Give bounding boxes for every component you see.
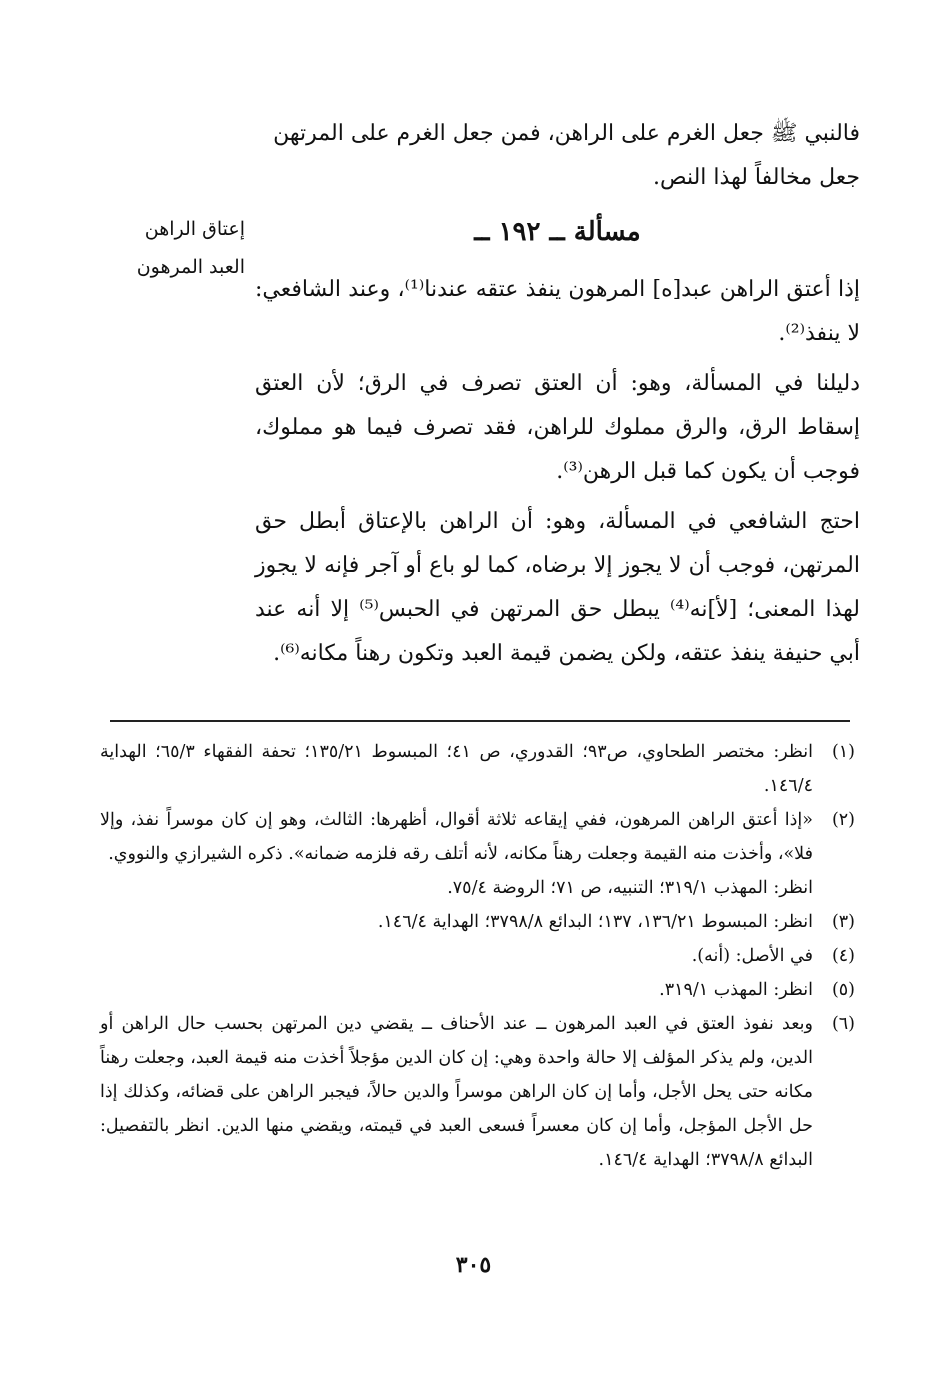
footnote [100, 803, 855, 905]
paragraph: احتج الشافعي في المسألة، وهو: أن الراهن بالإعتاق أبطل حق المرتهن، فوجب أن لا يجوز إلا برضاه، كما لو باع أو آجر فإنه لا يجوز لهذا المعنى؛ [لأ]نه⁽⁴⁾ يبطل حق المرتهن في الحبس⁽⁵⁾ إلا أنه عند أبي حنيفة ينفذ عتقه، ولكن يضمن قيمة العبد وتكون رهناً مكانه⁽⁶⁾. [255, 509, 861, 666]
footnote [100, 939, 855, 973]
footnote-text: انظر: مختصر الطحاوي، ص٩٣؛ القدوري، ص ٤١؛ المبسوط ١٣٥/٢١؛ تحفة الفقهاء ٦٥/٣؛ الهداية ١٤٦/٤. [100, 742, 814, 796]
paragraph: إذا أعتق الراهن عبد[ه] المرهون ينفذ عتقه عندنا⁽¹⁾، وعند الشافعي: لا ينفذ⁽²⁾. [255, 277, 861, 346]
main-body [255, 268, 860, 682]
footnote-line: «إذا أعتق الراهن المرهون، ففي إيقاعه ثلاثة أقوال، أظهرها: الثالث، وهو إن كان موسراً نفذ، وإلا فلا»، وأخذت منه القيمة وجعلت رهناً مكانه، لأنه أتلف رقه فلزمه ضمانه». ذكره الشيرازي والنووي. [100, 810, 813, 864]
footnote-number: (٦) [831, 1014, 855, 1034]
paragraph: دليلنا في المسألة، وهو: أن العتق تصرف في الرق؛ لأن العتق إسقاط الرق، والرق مملوك للراهن، فقد تصرف فيما هو مملوك، فوجب أن يكون كما قبل الرهن⁽³⁾. [255, 371, 860, 484]
margin-note [95, 210, 245, 286]
footnote [100, 735, 855, 803]
margin-note-line: إعتاق الراهن [144, 218, 245, 240]
margin-note-line: العبد المرهون [136, 256, 245, 278]
footnote-text: انظر: المبسوط ١٣٦/٢١، ١٣٧؛ البدائع ٣٧٩٨/٨؛ الهداية ١٤٦/٤. [377, 912, 813, 932]
footnote-number: (٣) [831, 912, 855, 932]
intro-text [255, 112, 860, 200]
footnote-number: (١) [831, 742, 855, 762]
intro-line: جعل مخالفاً لهذا النص. [653, 165, 860, 190]
intro-line: فالنبي ﷺ جعل الغرم على الراهن، فمن جعل الغرم على المرتهن [273, 121, 860, 146]
footnote-text: انظر: المهذب ٣١٩/١. [659, 980, 813, 1000]
footnote-number: (٥) [831, 980, 855, 1000]
footnotes [100, 735, 855, 1177]
footnote-divider [110, 720, 850, 722]
footnote-text: في الأصل: (أنه). [691, 946, 813, 966]
footnote-text: وبعد نفوذ العتق في العبد المرهون ــ عند الأحناف ــ يقضي دين المرتهن بحسب حال الراهن أو الدين، ولم يذكر المؤلف إلا حالة واحدة وهي: إن كان الدين مؤجلاً أخذت منه قيمة العبد، وجعلت رهناً مكانه حتى يحل الأجل، وأما إن كان الراهن موسراً والدين حالاً، فيجبر الراهن على قضائه، وكذلك إذا حل الأجل المؤجل، وأما إن كان معسراً فسعى العبد في قيمته، ويقضي منها الدين. انظر بالتفصيل: البدائع ٣٧٩٨/٨؛ الهداية ١٤٦/٤. [100, 1014, 813, 1170]
footnote-number: (٢) [831, 810, 855, 830]
issue-heading: مسألة ــ ١٩٢ ــ [474, 217, 641, 247]
page-number: ٣٠٥ [455, 1252, 492, 1278]
footnote-text [100, 803, 813, 905]
footnote-line: انظر: المهذب ٣١٩/١؛ التنبيه، ص ٧١؛ الروضة ٧٥/٤. [447, 878, 813, 898]
footnote-number: (٤) [831, 946, 855, 966]
footnote [100, 973, 855, 1007]
footnote [100, 1007, 855, 1177]
footnote [100, 905, 855, 939]
